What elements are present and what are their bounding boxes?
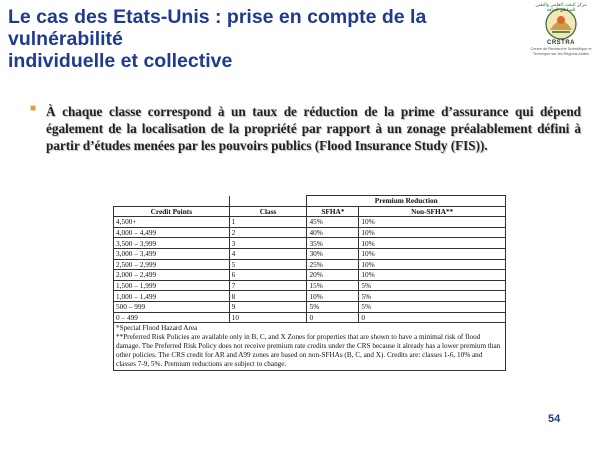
table-empty-corner-2 <box>229 196 307 207</box>
table-cell: 9 <box>229 301 307 312</box>
table-group-header: Premium Reduction <box>307 196 506 207</box>
table-cell: 4 <box>229 248 307 259</box>
bullet-square-icon: ■ <box>30 103 37 114</box>
table-cell: 3,500 – 3,999 <box>114 238 230 249</box>
table-cell: 7 <box>229 280 307 291</box>
logo-acronym: CRSTRA <box>547 40 575 46</box>
table-cell: 5% <box>359 301 506 312</box>
page-number: 54 <box>548 413 561 425</box>
table-cell: 5% <box>359 280 506 291</box>
table-cell: 10% <box>359 248 506 259</box>
table-row <box>114 291 506 302</box>
table-header-cell: Class <box>229 206 307 217</box>
logo-subtitle: Centre de Recherche Scientifique et Technique sur les Régions Arides <box>530 47 592 56</box>
table-note-1: *Special Flood Hazard Area <box>116 324 198 333</box>
table-cell: 6 <box>229 270 307 281</box>
bullet-paragraph: À chaque classe correspond à un taux de réduction de la prime d’assurance qui dépend également de la localisation de la propriété par rapport à un zonage préalablement défini à partir d’études menées par les pouvoirs publics (Flood Insurance Study (FIS)). <box>46 104 581 153</box>
table-cell: 10% <box>307 291 359 302</box>
table-cell: 30% <box>307 248 359 259</box>
table-cell: 40% <box>307 227 359 238</box>
table-cell: 4,500+ <box>114 217 230 228</box>
table-header-row <box>114 206 506 217</box>
table-cell: 15% <box>307 280 359 291</box>
logo-arabic-text: مركز البحث العلمي والتقني للمناطق الجافة <box>535 3 587 13</box>
table-header-cell: Non-SFHA** <box>359 206 506 217</box>
table-cell: 2,500 – 2,999 <box>114 259 230 270</box>
crstra-logo <box>528 4 594 64</box>
table-cell: 0 – 499 <box>114 312 230 323</box>
table-cell: 2,000 – 2,499 <box>114 270 230 281</box>
table-cell: 35% <box>307 238 359 249</box>
table-cell: 10% <box>359 217 506 228</box>
table-header-cell: SFHA* <box>307 206 359 217</box>
table-cell: 3,000 – 3,499 <box>114 248 230 259</box>
table-notes <box>113 323 506 371</box>
table-cell: 8 <box>229 291 307 302</box>
table-cell: 1,500 – 1,999 <box>114 280 230 291</box>
table-row <box>114 270 506 281</box>
table-cell: 3 <box>229 238 307 249</box>
table-row <box>114 301 506 312</box>
table-cell: 10% <box>359 270 506 281</box>
table-cell: 1 <box>229 217 307 228</box>
table-cell: 5 <box>229 259 307 270</box>
table-row <box>114 217 506 228</box>
table-cell: 5% <box>359 291 506 302</box>
table-header-cell: Credit Points <box>114 206 230 217</box>
slide-title-line-2: individuelle et collective <box>8 50 233 72</box>
table-cell: 1,000 – 1,499 <box>114 291 230 302</box>
table-cell: 10% <box>359 238 506 249</box>
table-note-2: **Preferred Risk Policies are available only in B, C, and X Zones for properties that are shown to have a minimal risk of flood damage. The Preferred Risk Policy does not receive premium rate credits under the CRS because it already has a lower premium than other policies. The CRS credit for AR and A99 zones are based on non-SFHAs (B, C, and X). Credits are: classes 1-6, 10% and classes 7-9, 5%. Premium reductions are subject to change. <box>116 333 501 369</box>
slide-title-line-1: Le cas des Etats-Unis : prise en compte de la vulnérabilité <box>8 6 427 50</box>
table-cell: 10 <box>229 312 307 323</box>
table-row <box>114 312 506 323</box>
premium-reduction-table <box>113 195 506 371</box>
slide-title <box>8 6 528 72</box>
table-row <box>114 238 506 249</box>
table-cell: 5% <box>307 301 359 312</box>
table-cell: 45% <box>307 217 359 228</box>
table-cell: 10% <box>359 227 506 238</box>
table-cell: 20% <box>307 270 359 281</box>
table-row <box>114 259 506 270</box>
table-row <box>114 248 506 259</box>
table-cell: 0 <box>359 312 506 323</box>
table-row <box>114 280 506 291</box>
table-cell: 10% <box>359 259 506 270</box>
table-row <box>114 227 506 238</box>
table-cell: 25% <box>307 259 359 270</box>
table-empty-corner <box>114 196 230 207</box>
table-cell: 2 <box>229 227 307 238</box>
table-cell: 0 <box>307 312 359 323</box>
table-cell: 500 – 999 <box>114 301 230 312</box>
table-cell: 4,000 – 4,499 <box>114 227 230 238</box>
